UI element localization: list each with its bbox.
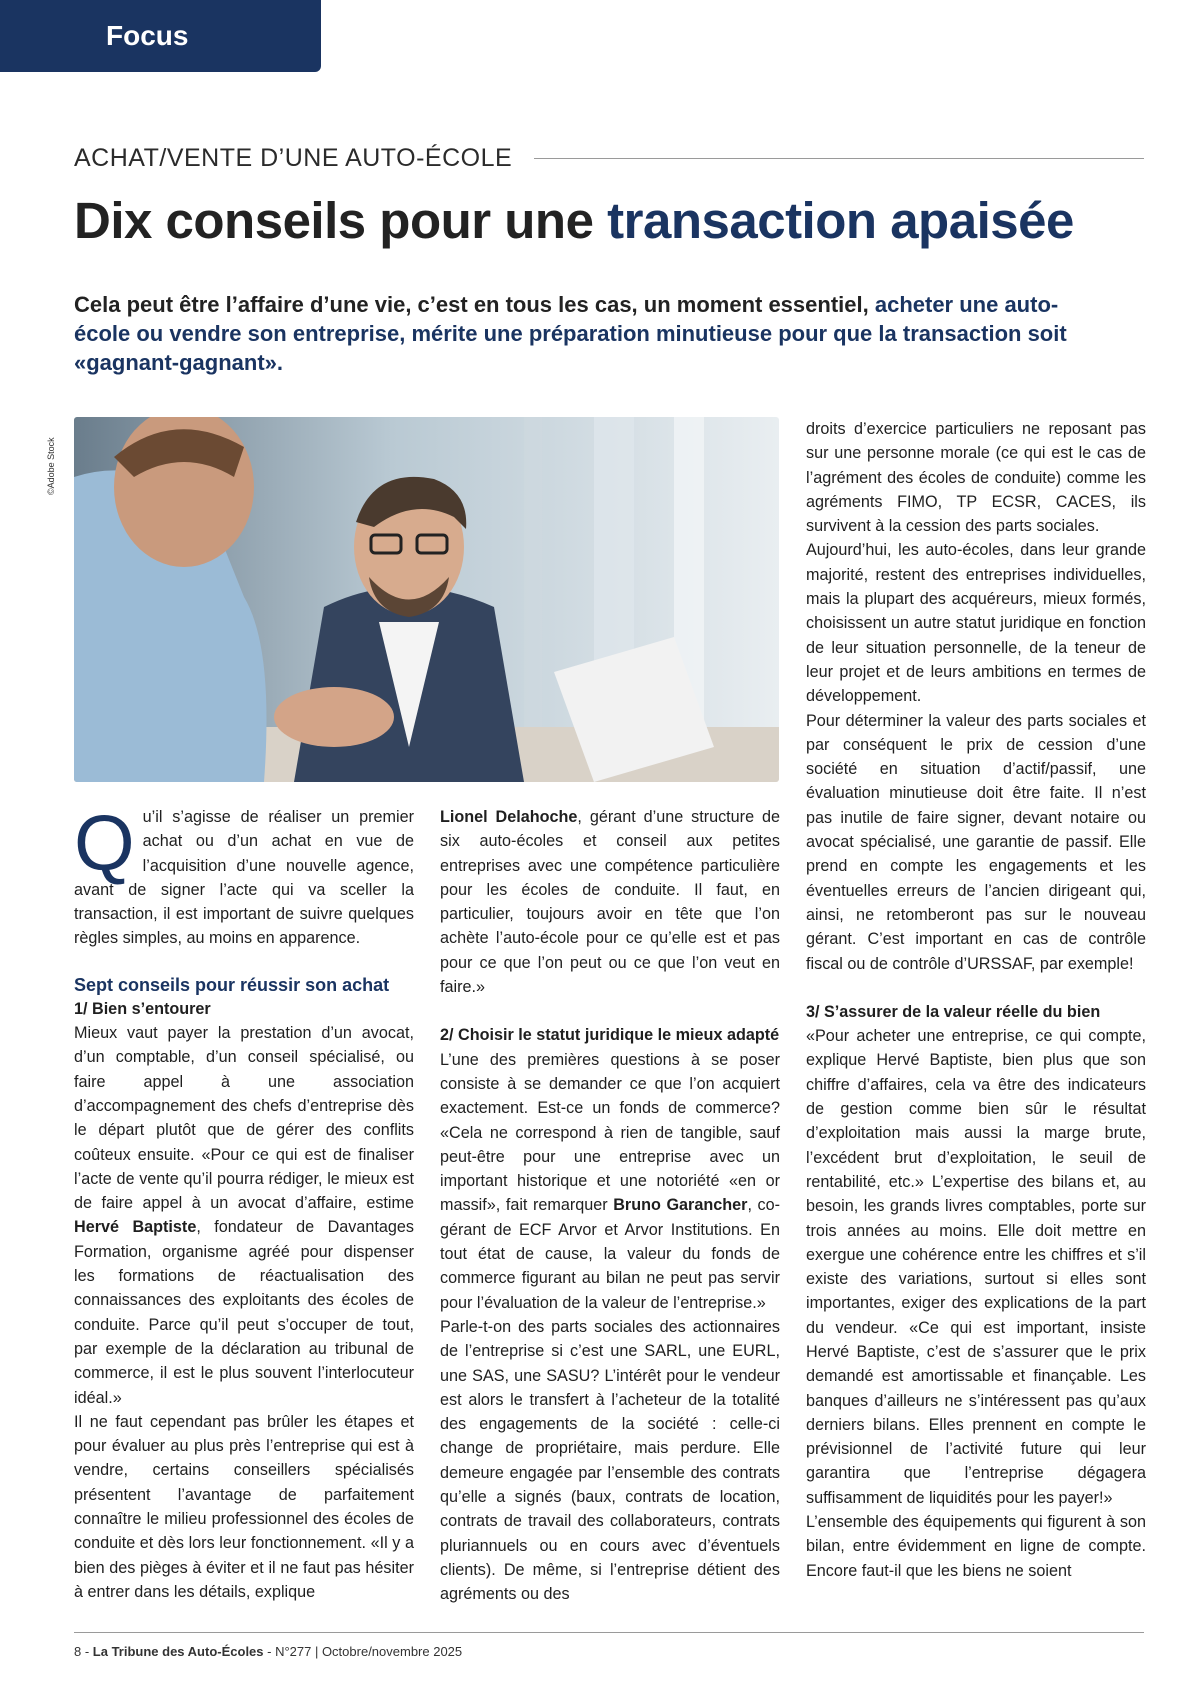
lead-paragraph [74, 290, 1114, 377]
column-3 [806, 417, 1146, 1583]
headline-part1: Dix conseils pour une [74, 192, 608, 249]
column-2 [440, 805, 780, 1607]
photo-illustration [74, 417, 779, 782]
paragraph [440, 1048, 780, 1315]
person-name: Hervé Baptiste [74, 1218, 197, 1237]
text: , fondateur de Davantages Formation, organisme agréé pour dispenser les formations de réactualisation des connaissances des exploitants des écoles de conduite. Parce qu’il peut s’occuper de tout, par exemple de la déclaration au tribunal de commerce, il est le plus souvent l’interlocuteur idéal.» [74, 1218, 414, 1407]
headline [74, 190, 1154, 252]
intro-text: u’il s’agisse de réaliser un premier achat ou d’un achat en vue de l’acquisition d’une nouvelle agence, avant de signer l’acte qui va sceller la transaction, il est important de suivre quelques règles simples, au moins en apparence. [74, 808, 414, 948]
issue-info: - N°277 | Octobre/novembre 2025 [263, 1644, 463, 1659]
dropcap: Q [74, 799, 135, 887]
lead-part1: Cela peut être l’affaire d’une vie, c’est en tous les cas, un moment essentiel, [74, 292, 875, 317]
paragraph [74, 1021, 414, 1410]
paragraph: Aujourd’hui, les auto-écoles, dans leur grande majorité, restent des entreprises individuelles, mais la plupart des acquéreurs, mieux formés, choisissent un autre statut juridique en fonction de leur situation personnelle, de la teneur de leur projet et de leurs ambitions en termes de développement. [806, 541, 1146, 706]
publication-name: La Tribune des Auto-Écoles [92, 1644, 264, 1659]
paragraph: Il ne faut cependant pas brûler les étapes et pour évaluer au plus près l’entreprise qui est à vendre, certains conseillers spécialisés présentent l’avantage de parfaitement connaître le milieu professionnel des écoles de conduite et dès lors leur fonctionnement. «Il y a bien des pièges à éviter et il ne faut pas hésiter à entrer dans les détails, explique [74, 1412, 414, 1601]
footer-divider [74, 1632, 1144, 1633]
person-name: Lionel Delahoche [440, 808, 578, 826]
subheading-2: 2/ Choisir le statut juridique le mieux adapté [440, 1026, 780, 1045]
page-footer [74, 1644, 462, 1659]
intro-paragraph [74, 799, 414, 951]
paragraph: Pour déterminer la valeur des parts sociales et par conséquent le prix de cession d’une société en situation d’actif/passif, une évaluation minutieuse doit être faite. Il n’est pas inutile de faire signer, devant notaire ou avocat spécialisé, une garantie de passif. Elle prend en compte les engagements et les éventuelles erreurs de l’ancien dirigeant qui, ainsi, ne retomberont pas sur le nouveau gérant. C’est important en cas de contrôle fiscal ou de contrôle d’URSSAF, par exemple! [806, 711, 1146, 973]
paragraph: Parle-t-on des parts sociales des actionnaires de l’entreprise si c’est une SARL, une EURL, une SAS, une SASU? L’intérêt pour le vendeur est alors le transfert à l’acheteur de la totalité des engagements de la société : celle-ci change de propriétaire, mais perdure. Elle demeure engagée par l’ensemble des contrats qu’elle a signés (baux, contrats de location, contrats de travail des collaborateurs, contrats pluriannuels ou en cours avec d’éventuels clients). De même, si l’entreprise détient des agréments ou des [440, 1317, 780, 1604]
subheading-3: 3/ S’assurer de la valeur réelle du bien [806, 1002, 1101, 1021]
lead-highlight: acheter une auto-école ou vendre son entreprise, mérite une préparation minutieuse pour que la transaction soit «gagnant-gagnant». [74, 292, 1067, 375]
column-1 [74, 799, 414, 1604]
paragraph: «Pour acheter une entreprise, ce qui compte, explique Hervé Baptiste, bien plus que son chiffre d’affaires, cela va être des indicateurs de gestion comme bien sûr le résultat d’exploitation mais aussi la marge brute, l’excédent brut d’exploitation, le seuil de rentabilité, etc.» L’expertise des bilans et, au besoin, les grands livres comptables, porte sur trois années au moins. Elle doit mettre en exergue une cohérence entre les chiffres et s’il existe des variations, surtout si elles sont importantes, exiger des explications de la part du vendeur. «Ce qui est important, insiste Hervé Baptiste, c’est de s’assurer que le prix demandé est amortissable et finançable. Les banques d’ailleurs ne s’intéressent pas qu’aux derniers bilans. Elles prennent en compte le prévisionnel de l’activité future qui leur garantira que l’entreprise dégagera suffisamment de liquidités pour les payer!» [806, 1027, 1146, 1507]
kicker-divider [534, 158, 1144, 159]
section-title: Sept conseils pour réussir son achat [74, 974, 390, 995]
kicker: ACHAT/VENTE D’UNE AUTO-ÉCOLE [74, 144, 513, 172]
paragraph [440, 805, 780, 999]
section-tab-label: Focus [106, 20, 189, 51]
paragraph: L’ensemble des équipements qui figurent à son bilan, entre évidemment en ligne de compte. Encore faut-il que les biens ne soient [806, 1513, 1146, 1580]
text: Mieux vaut payer la prestation d’un avocat, d’un comptable, d’un conseil spécialisé, ou faire appel à une association d’accompagnement des chefs d’entreprise dès le départ plutôt que de gérer des conflits coûteux ensuite. «Pour ce qui est de finaliser l’acte de vente qu’il pourra rédiger, le mieux est de faire appel à un avocat d’affaire, estime [74, 1024, 414, 1213]
article-photo [74, 417, 779, 782]
kicker-row [74, 144, 1144, 173]
text: , co-gérant de ECF Arvor et Arvor Institutions. En tout état de cause, la valeur du fonds de commerce figurant au bilan ne peut pas servir pour l’évaluation de la valeur de l’entreprise.» [440, 1196, 780, 1312]
text: L’une des premières questions à se poser consiste à se demander ce que l’on acquiert exactement. Est-ce un fonds de commerce? «Cela ne correspond à rien de tangible, sauf peut-être pour une entreprise avec un important historique et une notoriété «en or massif», fait remarquer [440, 1050, 780, 1215]
headline-highlight: transaction apaisée [607, 192, 1074, 249]
person-name: Bruno Garancher [613, 1196, 748, 1215]
page-number: 8 - [74, 1644, 93, 1659]
section-tab [0, 0, 321, 72]
subheading-1: 1/ Bien s’entourer [74, 999, 211, 1018]
paragraph: droits d’exercice particuliers ne reposant pas sur une personne morale (ce qui est le cas de l’agrément des écoles de conduite) comme les agréments FIMO, TP ECSR, CACES, ils survivent à la cession des parts sociales. [806, 420, 1146, 536]
photo-credit: ©Adobe Stock [46, 437, 56, 495]
text: , gérant d’une structure de six auto-écoles et conseil aux petites entreprises avec une compétence particulière pour les écoles de conduite. Il faut, en particulier, toujours avoir en tête que l’on achète l’auto-école pour ce qu’elle est et pas pour ce que l’on peut ou ce que l’on veut en faire.» [440, 808, 780, 997]
